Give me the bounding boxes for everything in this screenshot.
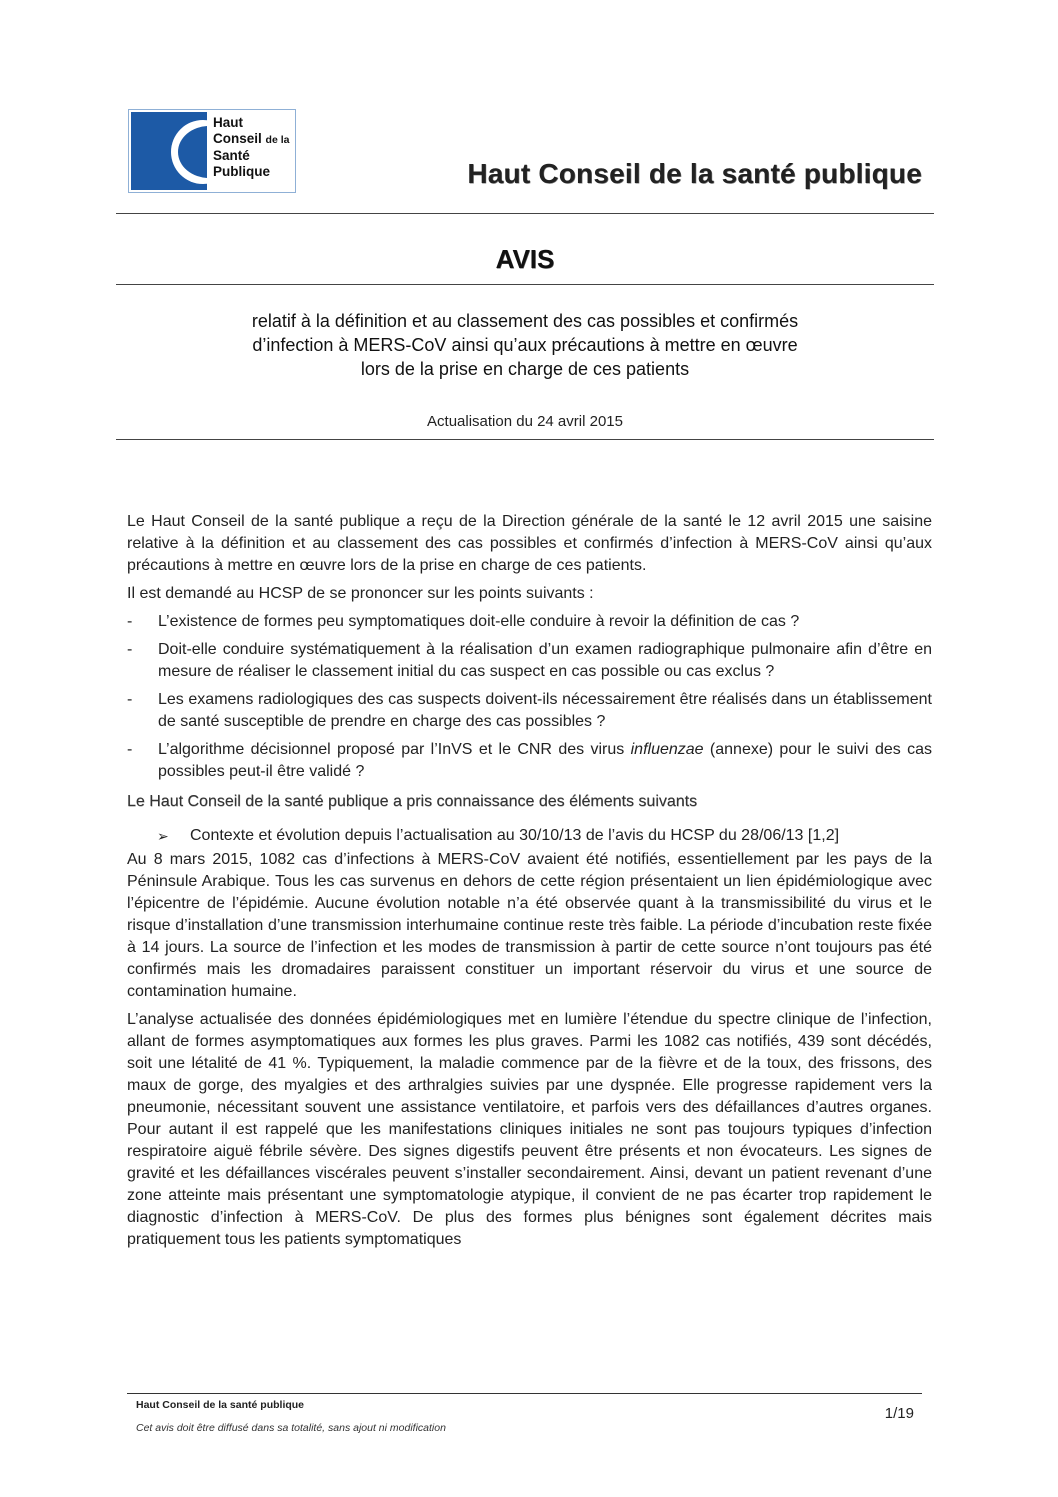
list-item: - Doit-elle conduire systématiquement à la réalisation d’un examen radiographique pulmonaire afin d’être en mesure de réaliser le classement initial du cas suspect en cas possible ou cas exclus ? [127, 641, 932, 680]
logo-crescent-icon [131, 112, 207, 190]
list-item: - L’existence de formes peu symptomatiques doit-elle conduire à revoir la définition de cas ? [127, 613, 800, 630]
document-body [127, 511, 932, 1257]
logo-text [213, 115, 289, 180]
context-paragraph-2: L’analyse actualisée des données épidémiologiques met en lumière l’étendue du spectre clinique de l’infection, allant de formes asymptomatiques aux formes les plus graves. Parmi les 1082 cas notifiés, 439 sont décédés, soit une létalité de 41 %. Typiquement, la maladie commence par de la fièvre et de la toux, des frissons, des maux de gorge, des myalgies et des arthralgies suivies par une dyspnée. Elle progresse rapidement vers la pneumonie, nécessitant souvent une assistance ventilatoire, et parfois vers des défaillances d’autres organes. Pour autant il est rappelé que les manifestations cliniques initiales ne sont pas toujours typiques d’infection respiratoire aiguë fébrile sévère. Des signes digestifs peuvent être présents et non évocateurs. Les signes de gravité et les défaillances viscérales peuvent s’installer secondairement. Ainsi, devant un patient revenant d’une zone atteinte mais présentant une symptomatologie atypique, il convient de ne pas écarter trop rapidement le diagnostic d’infection à MERS-CoV. De plus des formes plus bénignes sont également décrites mais pratiquement tous les patients symptomatiques [127, 1011, 932, 1248]
subsection-title: ➢ Contexte et évolution depuis l’actualisation au 30/10/13 de l’avis du HCSP du 28/06/13 [1,2] [127, 825, 932, 847]
header-divider [116, 213, 934, 214]
header-title: Haut Conseil de la santé publique [467, 158, 922, 189]
logo-line-1: Haut [213, 115, 243, 130]
list-item: - Les examens radiologiques des cas suspects doivent-ils nécessairement être réalisés dans un établissement de santé susceptible de prendre en charge des cas possibles ? [127, 691, 932, 730]
logo-line-2-small: de la [265, 134, 290, 146]
arrow-bullet-icon: ➢ [157, 828, 169, 844]
update-date: Actualisation du 24 avril 2015 [427, 413, 623, 430]
logo-line-2: Conseil [213, 131, 262, 146]
question-list [127, 611, 932, 783]
subject-line-2: d’infection à MERS-CoV ainsi qu’aux précautions à mettre en œuvre [252, 335, 798, 355]
logo-line-3: Santé [213, 148, 250, 163]
subject-line-1: relatif à la définition et au classement des cas possibles et confirmés [251, 311, 799, 331]
section-heading: Le Haut Conseil de la santé publique a pris connaissance des éléments suivants [127, 793, 698, 810]
hcsp-logo [128, 109, 296, 193]
logo-line-4: Publique [213, 164, 270, 179]
intro-paragraph: Le Haut Conseil de la santé publique a reçu de la Direction générale de la santé le 12 avril 2015 une saisine relative à la définition et au classement des cas possibles et confirmés d’infection à MERS-CoV ainsi qu’aux précautions à mettre en œuvre lors de la prise en charge de ces patients. [127, 513, 932, 574]
context-paragraph-1: Au 8 mars 2015, 1082 cas d’infections à MERS-CoV avaient été notifiés, essentiellement par les pays de la Péninsule Arabique. Tous les cas survenus en dehors de cette région présentaient un lien épidémiologique avec l’épicentre de l’épidémie. Aucune évolution notable n’a été observée quant à la transmissibilité du virus et le risque d’installation d’une transmission interhumaine continue reste très faible. La période d’incubation reste fixée à 14 jours. La source de l’infection et les modes de transmission à partir de cette source n’ont toujours pas été confirmés mais les dromadaires paraissent constituer un important réservoir du virus et une source de contamination humaine. [127, 851, 932, 1000]
footer-divider [127, 1393, 922, 1394]
question-intro: Il est demandé au HCSP de se prononcer sur les points suivants : [127, 585, 594, 602]
footer-organization: Haut Conseil de la santé publique [136, 1399, 305, 1411]
footer-note: Cet avis doit être diffusé dans sa totalité, sans ajout ni modification [136, 1422, 446, 1434]
document-type: AVIS [495, 244, 555, 274]
page-number: 1/19 [884, 1405, 914, 1422]
list-item: - L’algorithme décisionnel proposé par l’InVS et le CNR des virus influenzae (annexe) pour le suivi des cas possibles peut-il être validé ? [127, 741, 933, 780]
document-subject [116, 309, 934, 381]
subject-line-3: lors de la prise en charge de ces patients [360, 359, 690, 379]
title-divider [116, 284, 934, 285]
update-divider [116, 439, 934, 440]
